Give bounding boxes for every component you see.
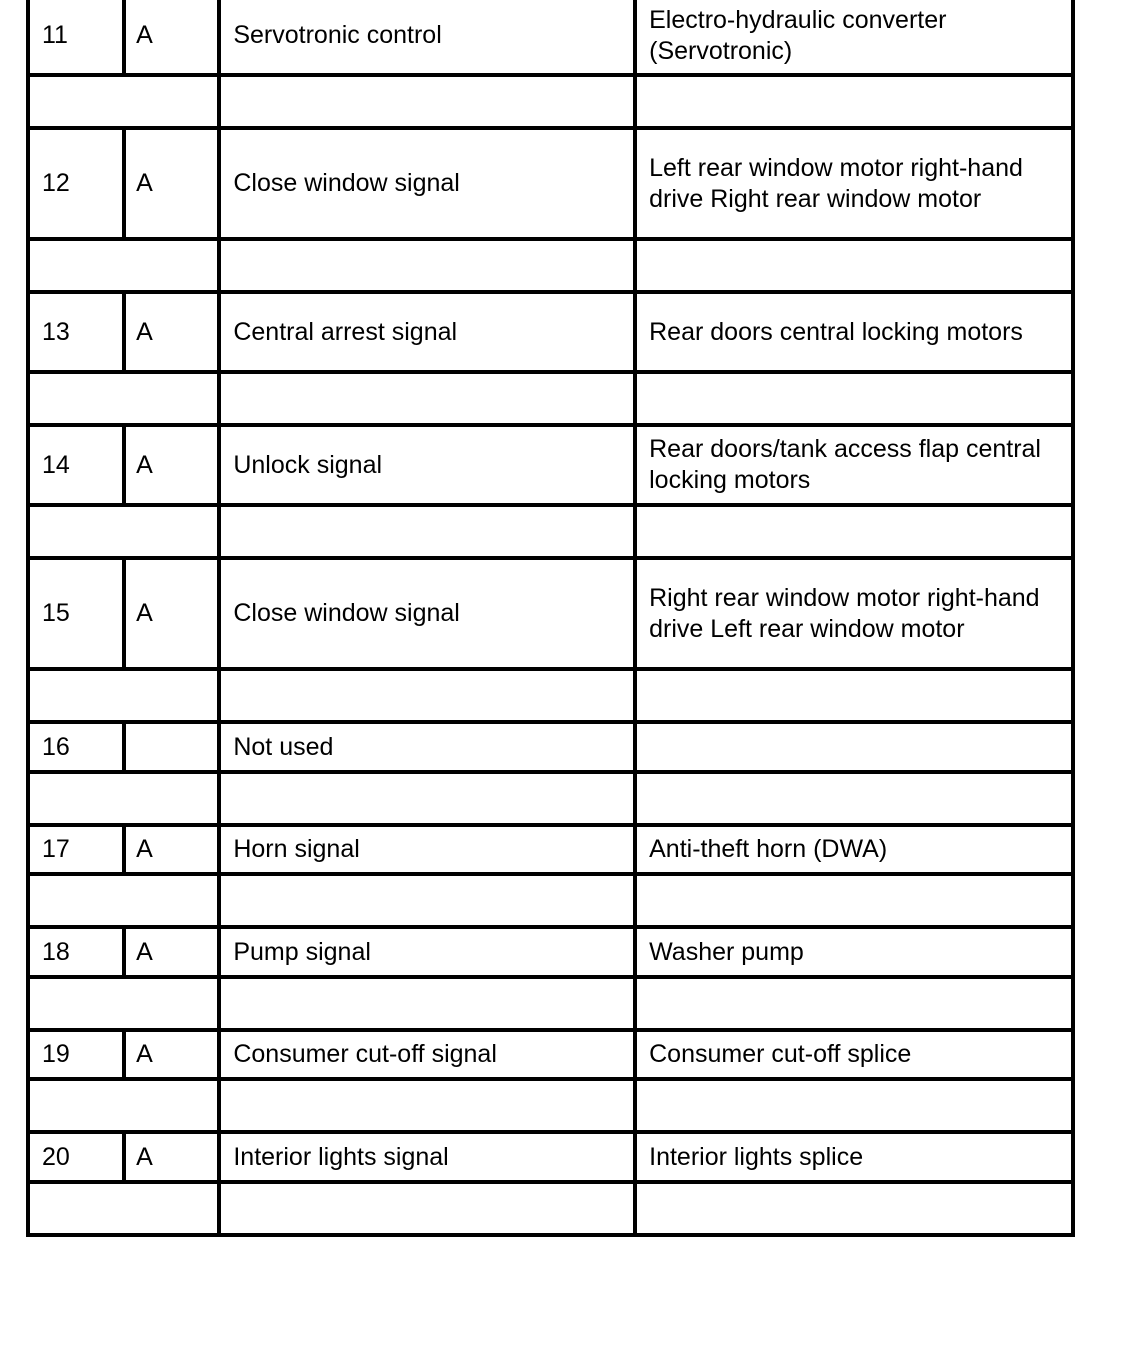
table-row — [28, 292, 1073, 372]
table-row — [28, 1030, 1073, 1079]
type-cell: A — [124, 292, 219, 372]
signal-cell: Interior lights signal — [219, 1132, 635, 1182]
target-cell: Electro-hydraulic converter (Servotronic) — [635, 0, 1073, 75]
spacer-row — [28, 239, 1073, 292]
empty-cell — [219, 239, 635, 292]
type-cell: A — [124, 128, 219, 239]
table-row — [28, 825, 1073, 874]
pin-cell: 16 — [28, 722, 124, 772]
signal-cell: Close window signal — [219, 128, 635, 239]
empty-cell — [28, 1079, 219, 1132]
spacer-row — [28, 372, 1073, 425]
spacer-row — [28, 669, 1073, 722]
target-cell: Left rear window motor right-hand drive Right rear window motor — [635, 128, 1073, 239]
spacer-row — [28, 1182, 1073, 1235]
spacer-row — [28, 977, 1073, 1030]
empty-cell — [635, 1079, 1073, 1132]
pin-cell: 18 — [28, 927, 124, 977]
empty-cell — [635, 75, 1073, 128]
type-cell: A — [124, 927, 219, 977]
empty-cell — [219, 75, 635, 128]
pin-cell: 17 — [28, 825, 124, 874]
type-cell: A — [124, 0, 219, 75]
empty-cell — [28, 874, 219, 927]
type-cell: A — [124, 1030, 219, 1079]
type-cell: A — [124, 425, 219, 505]
empty-cell — [635, 874, 1073, 927]
target-cell: Consumer cut-off splice — [635, 1030, 1073, 1079]
table-row — [28, 425, 1073, 505]
pin-cell: 19 — [28, 1030, 124, 1079]
empty-cell — [219, 874, 635, 927]
signal-cell: Close window signal — [219, 558, 635, 669]
type-cell: A — [124, 558, 219, 669]
target-cell: Right rear window motor right-hand drive Left rear window motor — [635, 558, 1073, 669]
pin-cell: 13 — [28, 292, 124, 372]
target-cell: Rear doors/tank access flap central locking motors — [635, 425, 1073, 505]
empty-cell — [28, 1182, 219, 1235]
empty-cell — [28, 977, 219, 1030]
empty-cell — [219, 1079, 635, 1132]
empty-cell — [219, 977, 635, 1030]
spacer-row — [28, 505, 1073, 558]
pin-cell: 15 — [28, 558, 124, 669]
empty-cell — [219, 1182, 635, 1235]
type-cell: A — [124, 1132, 219, 1182]
signal-cell: Unlock signal — [219, 425, 635, 505]
empty-cell — [219, 772, 635, 825]
table-body — [28, 0, 1073, 1235]
empty-cell — [635, 1182, 1073, 1235]
signal-cell: Horn signal — [219, 825, 635, 874]
target-cell: Anti-theft horn (DWA) — [635, 825, 1073, 874]
spacer-row — [28, 874, 1073, 927]
type-cell: A — [124, 825, 219, 874]
empty-cell — [28, 505, 219, 558]
signal-cell: Central arrest signal — [219, 292, 635, 372]
signal-cell: Pump signal — [219, 927, 635, 977]
target-cell: Interior lights splice — [635, 1132, 1073, 1182]
pin-cell: 11 — [28, 0, 124, 75]
empty-cell — [219, 505, 635, 558]
table-row — [28, 1132, 1073, 1182]
spacer-row — [28, 772, 1073, 825]
empty-cell — [28, 772, 219, 825]
spacer-row — [28, 1079, 1073, 1132]
empty-cell — [28, 239, 219, 292]
empty-cell — [635, 505, 1073, 558]
empty-cell — [635, 239, 1073, 292]
pin-cell: 20 — [28, 1132, 124, 1182]
spacer-row — [28, 75, 1073, 128]
table-row — [28, 927, 1073, 977]
target-cell: Washer pump — [635, 927, 1073, 977]
empty-cell — [635, 772, 1073, 825]
empty-cell — [28, 372, 219, 425]
pin-assignment-table — [26, 0, 1075, 1237]
signal-cell: Servotronic control — [219, 0, 635, 75]
signal-cell: Not used — [219, 722, 635, 772]
empty-cell — [635, 372, 1073, 425]
pin-cell: 14 — [28, 425, 124, 505]
table-row — [28, 558, 1073, 669]
empty-cell — [219, 669, 635, 722]
empty-cell — [219, 372, 635, 425]
target-cell — [635, 722, 1073, 772]
table-row — [28, 722, 1073, 772]
table-row — [28, 128, 1073, 239]
empty-cell — [28, 669, 219, 722]
signal-cell: Consumer cut-off signal — [219, 1030, 635, 1079]
empty-cell — [635, 669, 1073, 722]
empty-cell — [28, 75, 219, 128]
empty-cell — [635, 977, 1073, 1030]
target-cell: Rear doors central locking motors — [635, 292, 1073, 372]
pin-cell: 12 — [28, 128, 124, 239]
type-cell — [124, 722, 219, 772]
table-row — [28, 0, 1073, 75]
